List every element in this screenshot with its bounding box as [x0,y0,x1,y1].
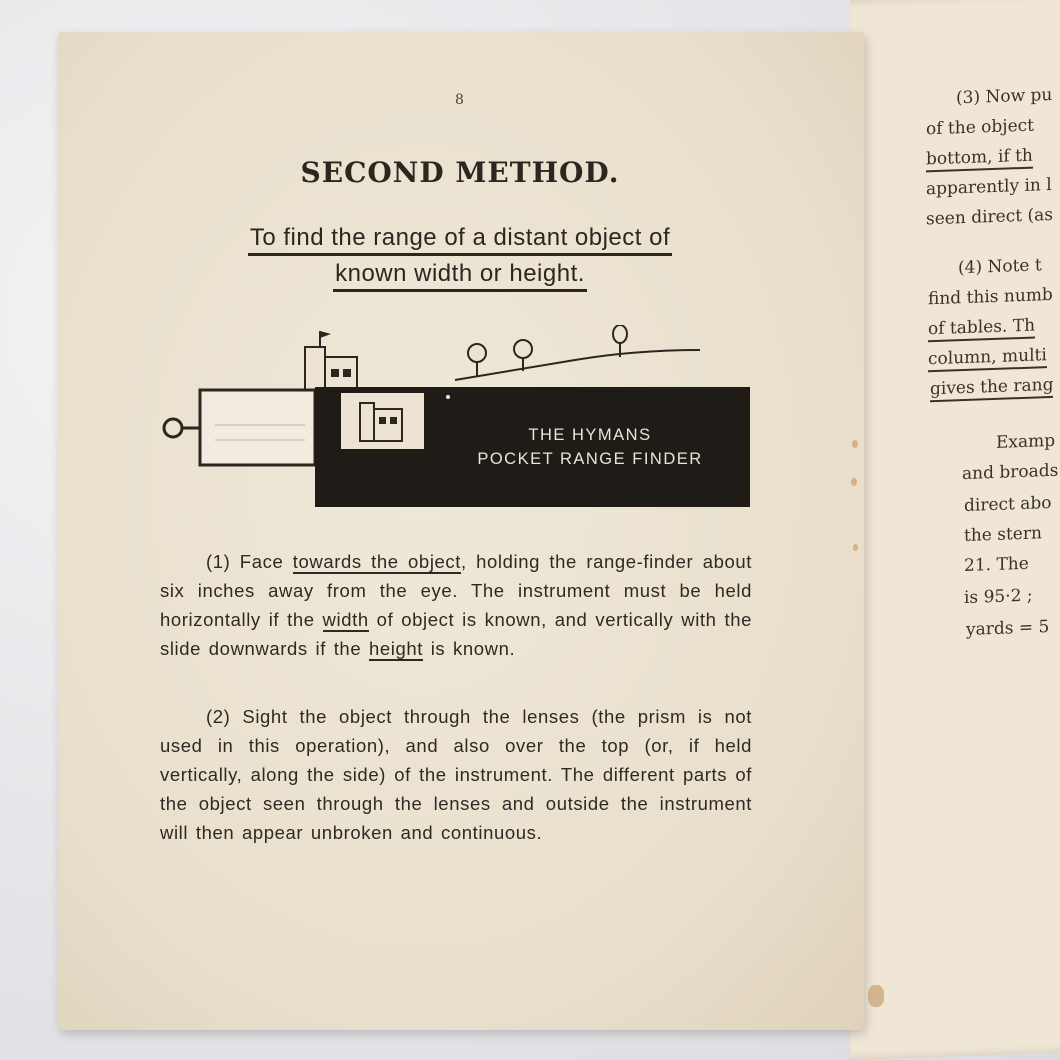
ring-loop-icon [164,419,200,437]
device-label-line-2: POCKET RANGE FINDER [477,450,703,468]
underlined-text: height [368,638,423,659]
subheading-text: To find the range of a distant object of [248,224,672,256]
subheading-line-1 [160,224,760,252]
right-page-line: and broads [962,460,1059,485]
building-icon [305,331,357,395]
paragraph-text: of object is known, and vertically with the slide downwards if the [160,609,753,659]
right-page-line: yards = 5 [966,617,1050,640]
right-page [850,0,1060,1060]
tree-icon [514,340,532,371]
stain-mark [853,544,858,551]
stain-mark [868,985,884,1007]
subheading-line-2 [160,260,760,288]
right-page-line: the stern [964,523,1042,547]
tree-icon [468,344,486,377]
right-page-line: 21. The [964,553,1029,577]
right-page-line: (3) Now pu [956,84,1053,109]
range-finder-slide [200,390,315,465]
paragraph-text: is known. [422,638,516,659]
right-page-line: of the object [926,115,1034,140]
right-page-line: seen direct (as [926,204,1053,230]
right-page-line: column, multi [928,345,1047,372]
range-finder-illustration [155,325,755,515]
right-page-line: bottom, if th [926,146,1033,173]
subheading-text: known width or height. [333,260,587,292]
right-page-line: (4) Note t [958,255,1042,279]
underlined-text: towards the object [292,551,462,572]
page-heading: SECOND METHOD. [300,156,620,189]
device-label-line-1: THE HYMANS [528,426,652,444]
paragraph-text: , holding the range-finder about six inches away from the eye. The instrument must be held horizontally if the [160,551,752,630]
paragraph-text: (1) Face [206,551,293,572]
page-number: 8 [455,92,464,108]
right-page-line: direct abo [964,492,1052,517]
right-page-line: of tables. Th [928,316,1035,343]
stain-mark [852,440,858,448]
stain-mark [851,478,857,486]
tree-icon [613,325,627,357]
paragraph-2: (2) Sight the object through the lenses (the prism is not used in this operation), and also over the top (or, if held vertically, along the side) of the instrument. The different parts of the object seen through the lenses and outside the instrument will then appear unbroken and continuous. [160,706,752,843]
paragraph-1 [160,547,752,663]
right-page-line: find this numb [928,284,1053,310]
right-page-line: Examp [996,430,1056,453]
hill-line [455,350,700,380]
right-page-line: apparently in l [926,174,1052,200]
right-page-line: is 95·2 ; [964,585,1033,609]
underlined-text: width [322,609,369,630]
right-page-line: gives the rang [930,375,1053,402]
